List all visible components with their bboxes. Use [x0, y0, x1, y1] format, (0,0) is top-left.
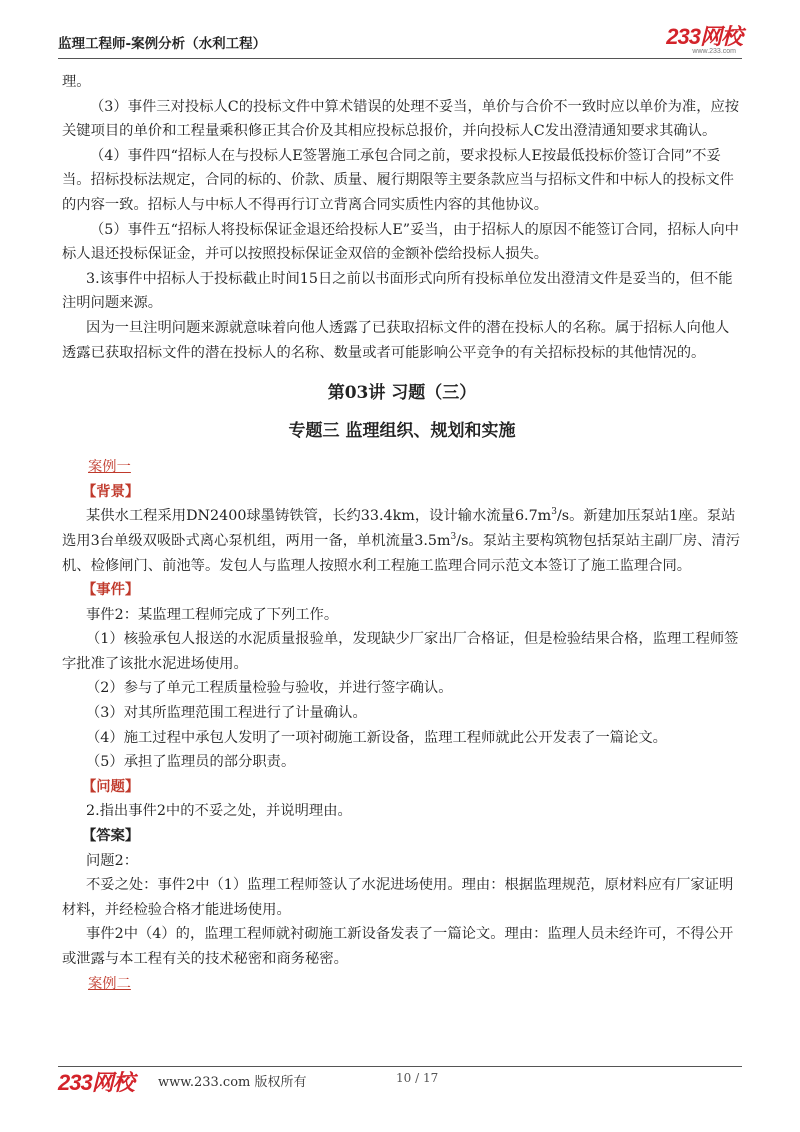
event-item-4: （4）施工过程中承包人发明了一项衬砌施工新设备，监理工程师就此公开发表了一篇论文。: [86, 729, 667, 746]
answer-label: 问题2：: [86, 852, 138, 869]
background-tag: 【背景】: [82, 483, 140, 500]
logo-url: www.233.com: [692, 48, 736, 55]
event-item-3: （3）对其所监理范围工程进行了计量确认。: [86, 705, 367, 722]
background-text: 某供水工程采用DN2400球墨铸铁管，长约33.4km，设计输水流量$6.7m^3/s$。新建加压泵站1座。泵站选用3台单级双吸卧式离心泵机组，两用一备，单机流量$3.5m^3/s$。泵站主要构筑物包括泵站主副厂房、清污机、检修闸门、前池等。发包人与监理人按照水利工程施工监理合同示范文本签订了施工监理合同。: [62, 507, 741, 574]
answer-text-2: 事件2中（4）的，监理工程师就衬砌施工新设备发表了一篇论文。理由：监理人员未经许可，不得公开或泄露与本工程有关的技术秘密和商务秘密。: [62, 926, 734, 967]
event-tag: 【事件】: [82, 582, 140, 599]
event-intro: 事件2：某监理工程师完成了下列工作。: [86, 606, 339, 623]
answer-paragraph-6: 3.该事件中招标人于投标截止时间15日之前以书面形式向所有投标单位发出澄清文件是妥当的，但不能注明问题来源。: [62, 270, 733, 312]
logo-text: 233网校: [666, 24, 742, 49]
document-title: 监理工程师-案例分析（水利工程）: [58, 36, 267, 52]
page-header: [58, 26, 742, 56]
answer-paragraph-5: （5）事件五“招标人将投标保证金退还给投标人E”妥当，由于招标人的原因不能签订合同，招标人向中标人退还投标保证金，并可以按照投标保证金双倍的金额补偿给投标人损失。: [62, 221, 739, 263]
answer-text-1: 不妥之处：事件2中（1）监理工程师签认了水泥进场使用。理由：根据监理规范，原材料应有厂家证明材料，并经检验合格才能进场使用。: [62, 877, 734, 918]
brand-logo: [666, 26, 742, 55]
answer-paragraph-3: （3）事件三对投标人C的投标文件中算术错误的处理不妥当，单价与合价不一致时应以单价为准，应按关键项目的单价和工程量乘积修正其合价及其相应投标总报价，并向投标人C发出澄清通知要求其确认。: [62, 98, 740, 140]
page-footer: [58, 1066, 742, 1096]
event-item-1: （1）核验承包人报送的水泥质量报验单，发现缺少厂家出厂合格证，但是检验结果合格，监理工程师签字批准了该批水泥进场使用。: [62, 631, 739, 672]
header-divider: [58, 58, 742, 59]
event-item-5: （5）承担了监理员的部分职责。: [86, 754, 296, 771]
page-content: [62, 70, 742, 996]
topic-title: 专题三 监理组织、规划和实施: [288, 421, 516, 442]
case-one-heading: 案例一: [88, 459, 131, 476]
lecture-title: 第03讲 习题（三）: [327, 383, 477, 404]
answer-tag: 【答案】: [82, 828, 140, 845]
question-tag: 【问题】: [82, 778, 140, 795]
footer-copyright: www.233.com 版权所有: [158, 1075, 307, 1090]
case-two-heading: 案例二: [88, 975, 131, 992]
answer-paragraph-4: （4）事件四“招标人在与投标人E签署施工承包合同之前，要求投标人E按最低投标价签订合同”不妥当。招标投标法规定，合同的标的、价款、质量、履行期限等主要条款应当与招标文件和中标人的投标文件的内容一致。招标人与中标人不得再行订立背离合同实质性内容的其他协议。: [62, 147, 734, 213]
answer-paragraph-7: 因为一旦注明问题来源就意味着向他人透露了已获取招标文件的潜在投标人的名称。属于招标人向他人透露已获取招标文件的潜在投标人的名称、数量或者可能影响公平竞争的有关招标投标的其他情况的。: [62, 319, 730, 361]
footer-logo: 233网校: [58, 1070, 134, 1095]
question-2: 2.指出事件2中的不妥之处，并说明理由。: [86, 803, 352, 820]
event-item-2: （2）参与了单元工程质量检验与验收，并进行签字确认。: [86, 680, 453, 697]
continued-paragraph: 理。: [62, 74, 91, 90]
page-number: 10 / 17: [396, 1071, 439, 1085]
